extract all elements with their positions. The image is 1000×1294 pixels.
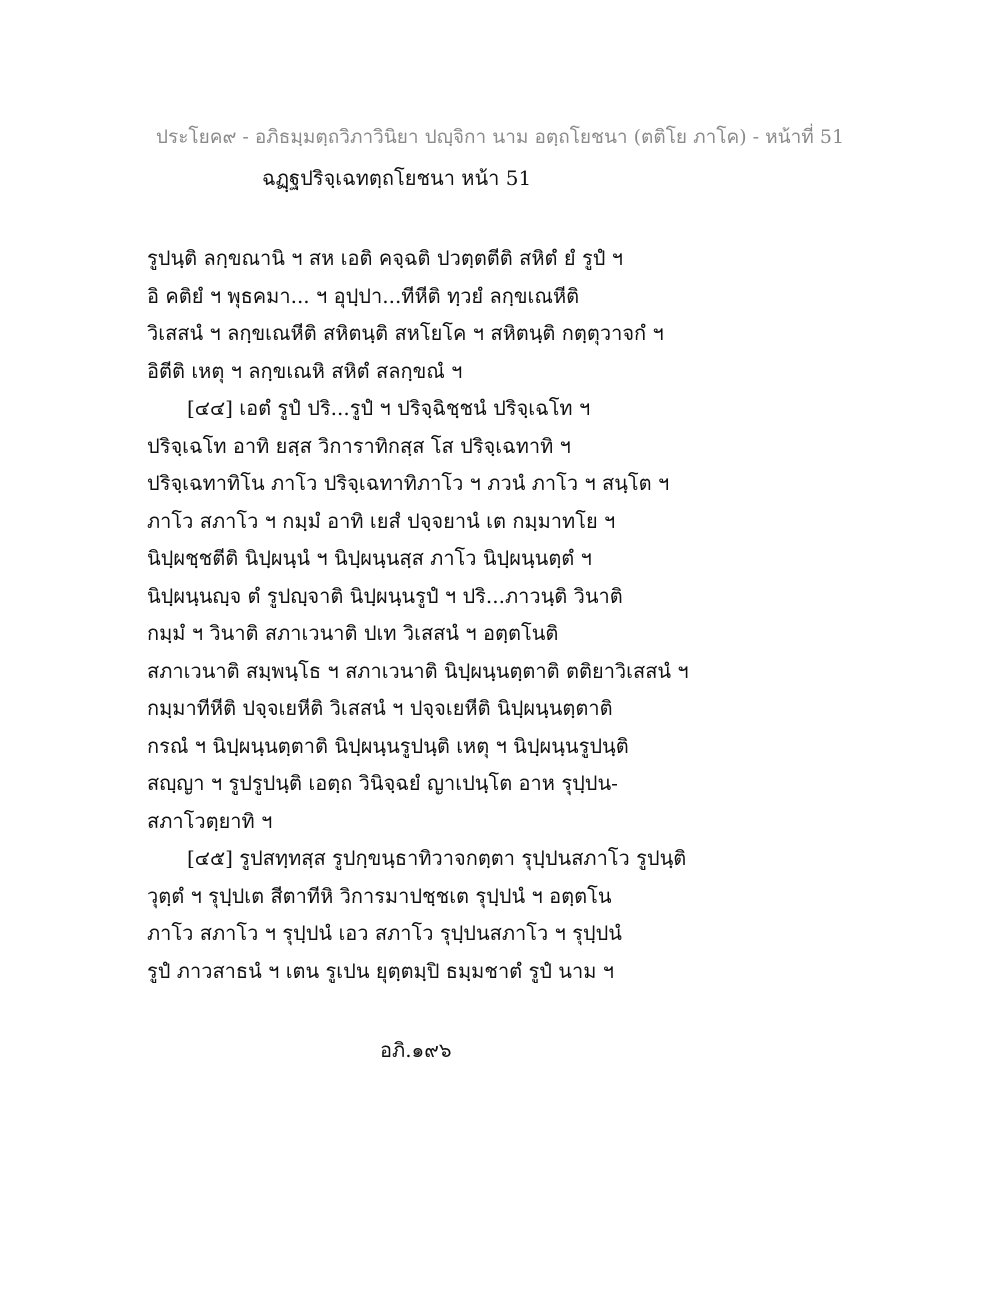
section-title: ฉฏฺฐปริจฺเฉทตฺถโยชนา หน้า 51 — [262, 166, 532, 190]
text-line: กมฺมาทีหีติ ปจฺจเยหีติ วิเสสนํ ฯ ปจฺจเยหีติ นิปฺผนฺนตฺตาติ — [147, 696, 613, 720]
paragraph-start-45: [๔๕] รูปสทฺทสฺส รูปกฺขนฺธาทิวาจกตฺตา รุปฺปนสภาโว รูปนฺติ — [187, 846, 687, 870]
text-line: สภาโวตฺยาทิ ฯ — [147, 808, 273, 833]
text-line: นิปฺผชฺชตีติ นิปฺผนฺนํ ฯ นิปฺผนฺนสฺส ภาโว นิปฺผนฺนตฺตํ ฯ — [147, 546, 592, 570]
paragraph-start-44: [๔๔] เอตํ รูปํ ปริ...รูปํ ฯ ปริจฺฉิชฺชนํ ปริจฺเฉโท ฯ — [187, 396, 591, 420]
running-header: ประโยค๙ - อภิธมฺมตฺถวิภาวินิยา ปญฺจิกา นาม อตฺถโยชนา (ตติโย ภาโค) - หน้าที่ 51 — [155, 126, 845, 148]
text-line: ปริจฺเฉทาทิโน ภาโว ปริจฺเฉทาทิภาโว ฯ ภวนํ ภาโว ฯ สนฺโต ฯ — [147, 471, 670, 495]
text-line: ภาโว สภาโว ฯ กมฺมํ อาทิ เยสํ ปจฺจยานํ เต กมฺมาทโย ฯ — [147, 508, 616, 533]
text-line: กมฺมํ ฯ วินาติ สภาเวนาติ ปเท วิเสสนํ ฯ อตฺตโนติ — [147, 621, 559, 645]
text-line: อิตีติ เหตุ ฯ ลกฺขเณหิ สหิตํ สลกฺขณํ ฯ — [147, 358, 463, 383]
text-line: สภาเวนาติ สมฺพนฺโธ ฯ สภาเวนาติ นิปฺผนฺนตฺตาติ ตติยาวิเสสนํ ฯ — [147, 658, 689, 683]
text-line: ปริจฺเฉโท อาทิ ยสฺส วิการาทิกสฺส โส ปริจฺเฉทาทิ ฯ — [147, 433, 571, 458]
text-line: รูปํ ภาวสาธนํ ฯ เตน รูเปน ยุตฺตมฺปิ ธมฺมชาตํ รูปํ นาม ฯ — [147, 958, 614, 983]
text-line: ภาโว สภาโว ฯ รุปฺปนํ เอว สภาโว รุปฺปนสภาโว ฯ รุปฺปนํ — [147, 921, 622, 945]
text-line: รูปนฺติ ลกฺขณานิ ฯ สห เอติ คจฺฉติ ปวตฺตตีติ สหิตํ ยํ รูปํ ฯ — [147, 246, 623, 270]
text-line: วิเสสนํ ฯ ลกฺขเณหีติ สหิตนฺติ สหโยโค ฯ สหิตนฺติ กตฺตุวาจกํ ฯ — [147, 321, 664, 345]
body-text — [147, 240, 867, 990]
text-line: นิปฺผนฺนญฺจ ตํ รูปญฺจาติ นิปฺผนฺนรูปํ ฯ ปริ...ภาวนฺติ วินาติ — [147, 583, 623, 608]
text-line: วุตฺตํ ฯ รุปฺปเต สีตาทีหิ วิการมาปชฺชเต รุปฺปนํ ฯ อตฺตโน — [147, 883, 612, 908]
page-reference: อภิ.๑๙๖ — [380, 1038, 452, 1062]
text-line: สญฺญา ฯ รูปรูปนฺติ เอตฺถ วินิจฺฉยํ ญาเปนฺโต อาห รุปฺปน- — [147, 771, 618, 795]
text-line: อิ คติยํ ฯ พุธคมา... ฯ อุปฺปา...ทีหีติ ทฺวยํ ลกฺขเณหีติ — [147, 283, 580, 308]
text-line: กรณํ ฯ นิปฺผนฺนตฺตาติ นิปฺผนฺนรูปนฺติ เหตุ ฯ นิปฺผนฺนรูปนฺติ — [147, 733, 629, 758]
